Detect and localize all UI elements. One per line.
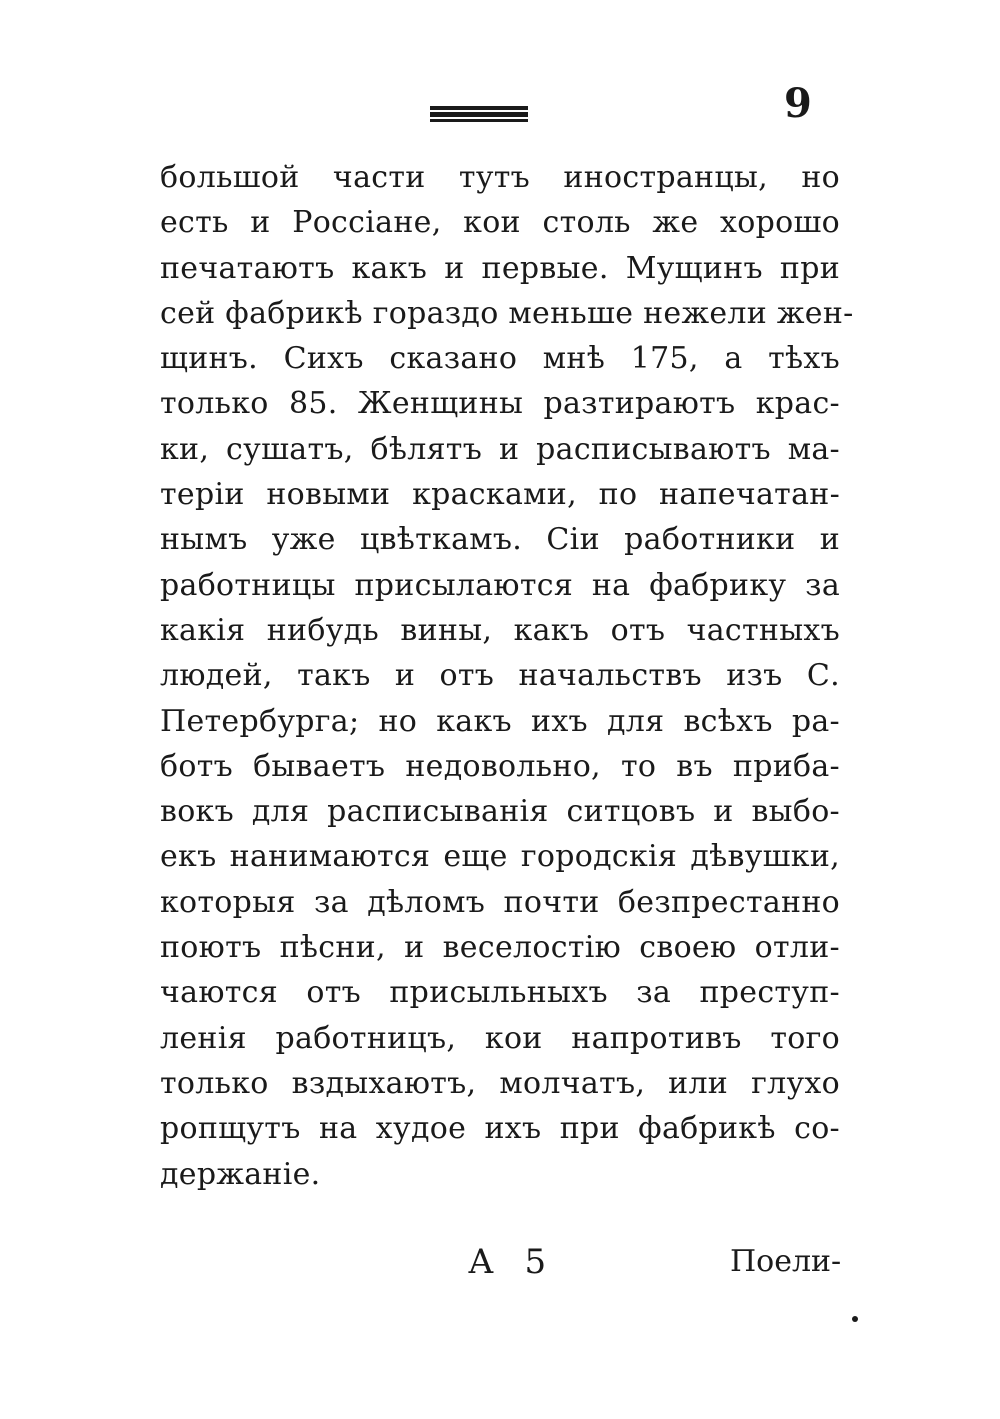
text-line: работницы присылаются на фабрику за [160, 567, 840, 603]
text-line: печатаютъ какъ и первые. Мущинъ при [160, 250, 840, 286]
page-number: 9 [784, 80, 812, 127]
rule-bar [430, 119, 528, 122]
text-line: есть и Россiане, кои столь же хорошо [160, 205, 840, 241]
text-line: только 85. Женщины разтираютъ крас- [160, 386, 840, 422]
text-line: ленiя работницъ, кои напротивъ того [160, 1020, 840, 1056]
header-ornament-rule [430, 106, 528, 122]
printer-signature-mark: А 5 [468, 1242, 557, 1282]
text-line: нымъ уже цвѣткамъ. Сiи работники и [160, 522, 840, 558]
rule-bar [430, 106, 528, 110]
text-line: сей фабрикѣ гораздо меньше нежели жен- [160, 295, 854, 331]
text-line: вокъ для расписыванiя ситцовъ и выбо- [160, 794, 840, 830]
text-line: щинъ. Сихъ сказано мнѣ 175, а тѣхъ [160, 341, 840, 377]
text-line: людей, такъ и отъ начальствъ изъ С. [160, 658, 840, 694]
catchword: Поели- [730, 1244, 842, 1279]
body-text [160, 155, 854, 1197]
text-line: ботъ бываетъ недовольно, то въ приба- [160, 748, 840, 784]
text-line: ки, сушатъ, бѣлятъ и расписываютъ ма- [160, 431, 840, 467]
text-line: екъ нанимаются еще городскiя дѣвушки, [160, 839, 840, 875]
text-line: терiи новыми красками, по напечатан- [160, 477, 840, 513]
text-line: большой части тутъ иностранцы, но [160, 160, 840, 195]
ink-speck [852, 1316, 858, 1322]
text-line: которыя за дѣломъ почти безпрестанно [160, 884, 840, 920]
text-line: только вздыхаютъ, молчатъ, или глухо [160, 1065, 840, 1101]
rule-bar [430, 112, 528, 117]
text-line: какiя нибудь вины, какъ отъ частныхъ [160, 612, 840, 648]
text-line: Петербурга; но какъ ихъ для всѣхъ ра- [160, 703, 840, 739]
text-line: ропщутъ на худое ихъ при фабрикѣ со- [160, 1111, 840, 1147]
text-line: поютъ пѣсни, и веселостiю своею отли- [160, 930, 840, 966]
text-line: чаются отъ присыльныхъ за преступ- [160, 975, 840, 1011]
text-line: держанiе. [160, 1156, 321, 1192]
